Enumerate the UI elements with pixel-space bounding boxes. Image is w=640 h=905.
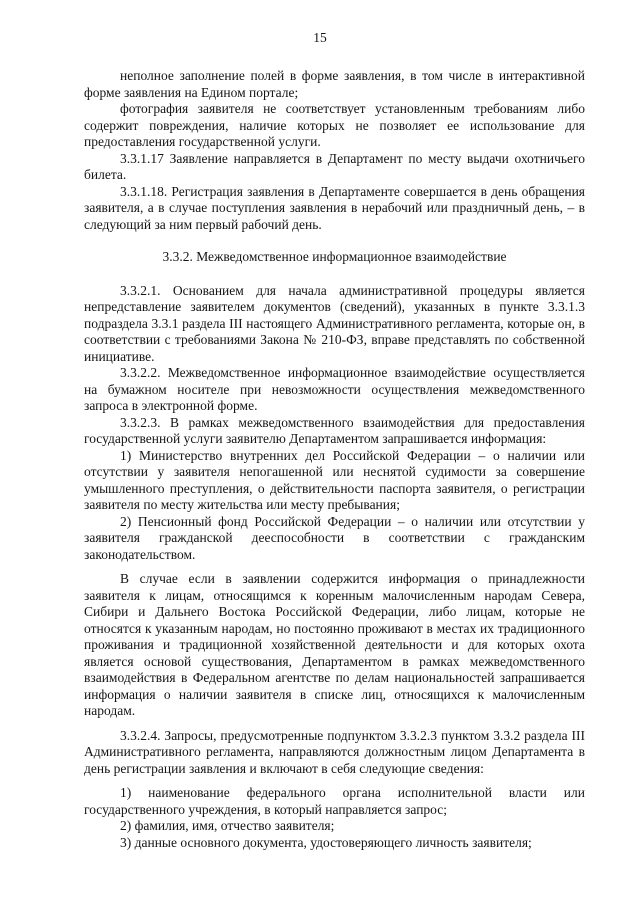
page-number: 15 [313,30,327,45]
paragraph-3-3-1-17: 3.3.1.17 Заявление направляется в Департамент по месту выдачи охотничьего билета. [84,150,585,182]
paragraph-3-3-2-4: 3.3.2.4. Запросы, предусмотренные подпунктом 3.3.2.3 пунктом 3.3.2 раздела III Административного регламента, направляются должностным лицом Департамента в день регистрации заявления и включают в себя следующие сведения: [84,727,585,776]
list-item-mvd: 1) Министерство внутренних дел Российской Федерации – о наличии или отсутствии у заявителя непогашенной или неснятой судимости за совершение умышленного преступления, о действительности паспорта заявителя, о регистрации заявителя по месту жительства или месту пребывания; [84,447,585,512]
list-item-applicant-name: 2) фамилия, имя, отчество заявителя; [120,818,335,833]
paragraph-incomplete-fields: неполное заполнение полей в форме заявления, в том числе в интерактивной форме заявления на Едином портале; [84,68,585,100]
paragraph-3-3-2-2: 3.3.2.2. Межведомственное информационное взаимодействие осуществляется на бумажном носителе при невозможности осуществления межведомственного запроса в электронной форме. [84,365,585,413]
paragraph-indigenous-peoples: В случае если в заявлении содержится информация о принадлежности заявителя к лицам, относящимся к коренным малочисленным народам Севера, Сибири и Дальнего Востока Российской Федерации, либо лицам, которые не относятся к указанным народам, но постоянно проживают в местах их традиционного проживания и традиционной хозяйственной деятельности и для которых охота является основой существования, Департаментом в рамках межведомственного взаимодействия в Федеральном агентстве по делам национальностей запрашивается информация о наличии заявителя в списке лиц, относящихся к малочисленным народам. [84,571,585,718]
document-body [84,68,585,851]
list-item-identity-document: 3) данные основного документа, удостоверяющего личность заявителя; [120,834,532,850]
list-item-authority-name: 1) наименование федерального органа исполнительной власти или государственного учреждения, в который направляется запрос; [84,785,585,817]
paragraph-3-3-2-1: 3.3.2.1. Основанием для начала административной процедуры является непредставление заявителем документов (сведений), указанных в пункте 3.3.1.3 подраздела 3.3.1 раздела III настоящего Административного регламента, которые он, в соответствии с требованиями Закона № 210-ФЗ, вправе представлять по собственной инициативе. [84,282,585,364]
paragraph-photo-requirements: фотография заявителя не соответствует установленным требованиям либо содержит повреждения, наличие которых не позволяет ее использование для предоставления государственной услуги. [84,101,585,149]
paragraph-3-3-2-3: 3.3.2.3. В рамках межведомственного взаимодействия для предоставления государственной услуги заявителю Департаментом запрашивается информация: [84,414,585,446]
list-item-pension-fund: 2) Пенсионный фонд Российской Федерации – о наличии или отсутствии у заявителя гражданской дееспособности в соответствии с гражданским законодательством. [84,513,585,562]
paragraph-3-3-1-18: 3.3.1.18. Регистрация заявления в Департаменте совершается в день обращения заявителя, а в случае поступления заявления в нерабочий или праздничный день, – в следующий за ним первый рабочий день. [84,183,585,232]
section-heading: 3.3.2. Межведомственное информационное взаимодействие [162,249,507,264]
